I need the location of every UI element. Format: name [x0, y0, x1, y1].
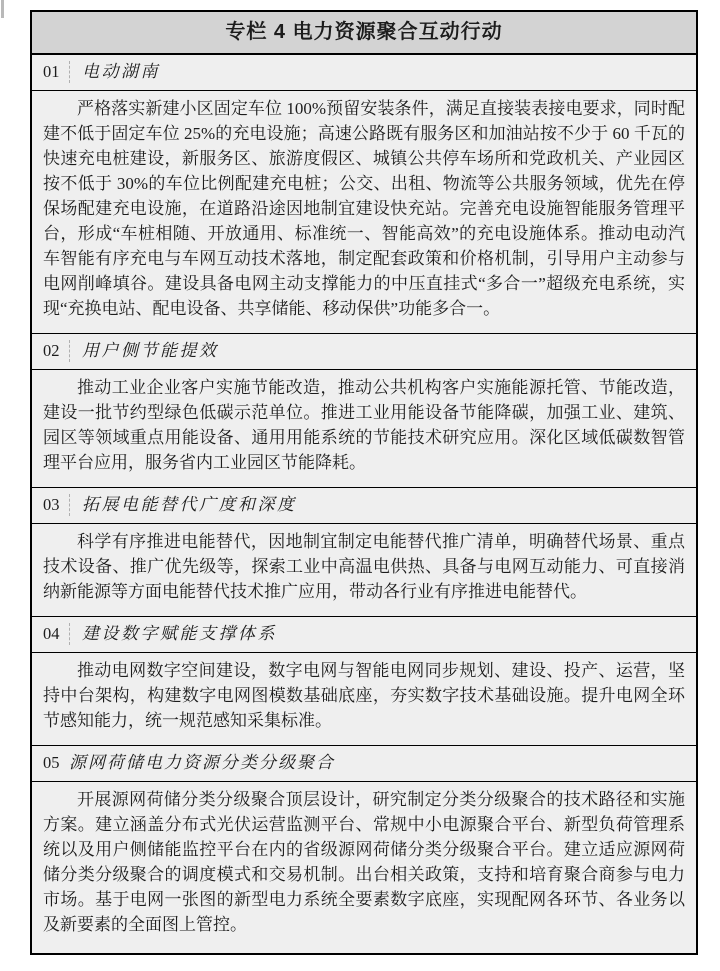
section-heading: 用户侧节能提效	[82, 341, 219, 360]
section-number: 01	[43, 62, 60, 81]
section-body-row	[32, 653, 696, 746]
section-heading: 拓展电能替代广度和深度	[82, 495, 297, 514]
section-heading: 电动湖南	[82, 62, 160, 81]
section-04	[32, 617, 696, 746]
section-paragraph: 开展源网荷储分类分级聚合顶层设计，研究制定分类分级聚合的技术路径和实施方案。建立涵盖分布式光伏运营监测平台、常规中小电源聚合平台、新型负荷管理系统以及用户侧储能监控平台在内的省级源网荷储分类分级聚合平台。建立适应源网荷储分类分级聚合的调度模式和交易机制。出台相关政策，支持和培育聚合商参与电力市场。基于电网一张图的新型电力系统全要素数字底座，实现配网各环节、各业务以及新要素的全面图上管控。	[43, 790, 685, 934]
section-number: 04	[43, 624, 60, 643]
table-title: 专栏 4 电力资源聚合互动行动	[32, 12, 696, 55]
section-02	[32, 334, 696, 488]
section-03	[32, 488, 696, 617]
section-header-row	[32, 334, 696, 370]
section-header-row	[32, 746, 696, 782]
section-number: 03	[43, 495, 60, 514]
section-paragraph: 推动电网数字空间建设，数字电网与智能电网同步规划、建设、投产、运营，坚持中台架构，构建数字电网图模数基础底座，夯实数字技术基础设施。提升电网全环节感知能力，统一规范感知采集标准。	[43, 661, 685, 730]
section-number: 05	[43, 753, 60, 772]
section-header-row	[32, 55, 696, 91]
section-body-row	[32, 370, 696, 488]
section-paragraph: 科学有序推进电能替代，因地制宜制定电能替代推广清单，明确替代场景、重点技术设备、推广优先级等，探索工业中高温电供热、具备与电网互动能力、可直接消纳新能源等方面电能替代技术推广应用，带动各行业有序推进电能替代。	[43, 532, 685, 601]
section-header-row	[32, 617, 696, 653]
section-01	[32, 55, 696, 334]
section-header-row	[32, 488, 696, 524]
section-body-row	[32, 782, 696, 953]
policy-column-table	[30, 10, 698, 955]
section-body-row	[32, 524, 696, 617]
section-heading: 源网荷储电力资源分类分级聚合	[69, 753, 335, 772]
section-05	[32, 746, 696, 953]
section-number: 02	[43, 341, 60, 360]
section-heading: 建设数字赋能支撑体系	[82, 624, 277, 643]
section-paragraph: 推动工业企业客户实施节能改造，推动公共机构客户实施能源托管、节能改造，建设一批节约型绿色低碳示范单位。推进工业用能设备节能降碳，加强工业、建筑、园区等领域重点用能设备、通用用能系统的节能技术研究应用。深化区域低碳数智管理平台应用，服务省内工业园区节能降耗。	[43, 378, 685, 472]
section-body-row	[32, 91, 696, 334]
screen-edge-artifact	[1, 0, 4, 18]
section-paragraph: 严格落实新建小区固定车位 100%预留安装条件，满足直接装表接电要求，同时配建不低于固定车位 25%的充电设施；高速公路既有服务区和加油站按不少于 60 千瓦的快速充电桩建设，新服务区、旅游度假区、城镇公共停车场所和党政机关、产业园区按不低于 30%的车位比例配建充电桩；公交、出租、物流等公共服务领域，优先在停保场配建充电设施，在道路沿途因地制宜建设快充站。完善充电设施智能服务管理平台，形成“车桩相随、开放通用、标准统一、智能高效”的充电设施体系。推动电动汽车智能有序充电与车网互动技术落地，制定配套政策和价格机制，引导用户主动参与电网削峰填谷。建设具备电网主动支撑能力的中压直挂式“多合一”超级充电系统，实现“充换电站、配电设备、共享储能、移动保供”功能多合一。	[43, 99, 685, 318]
